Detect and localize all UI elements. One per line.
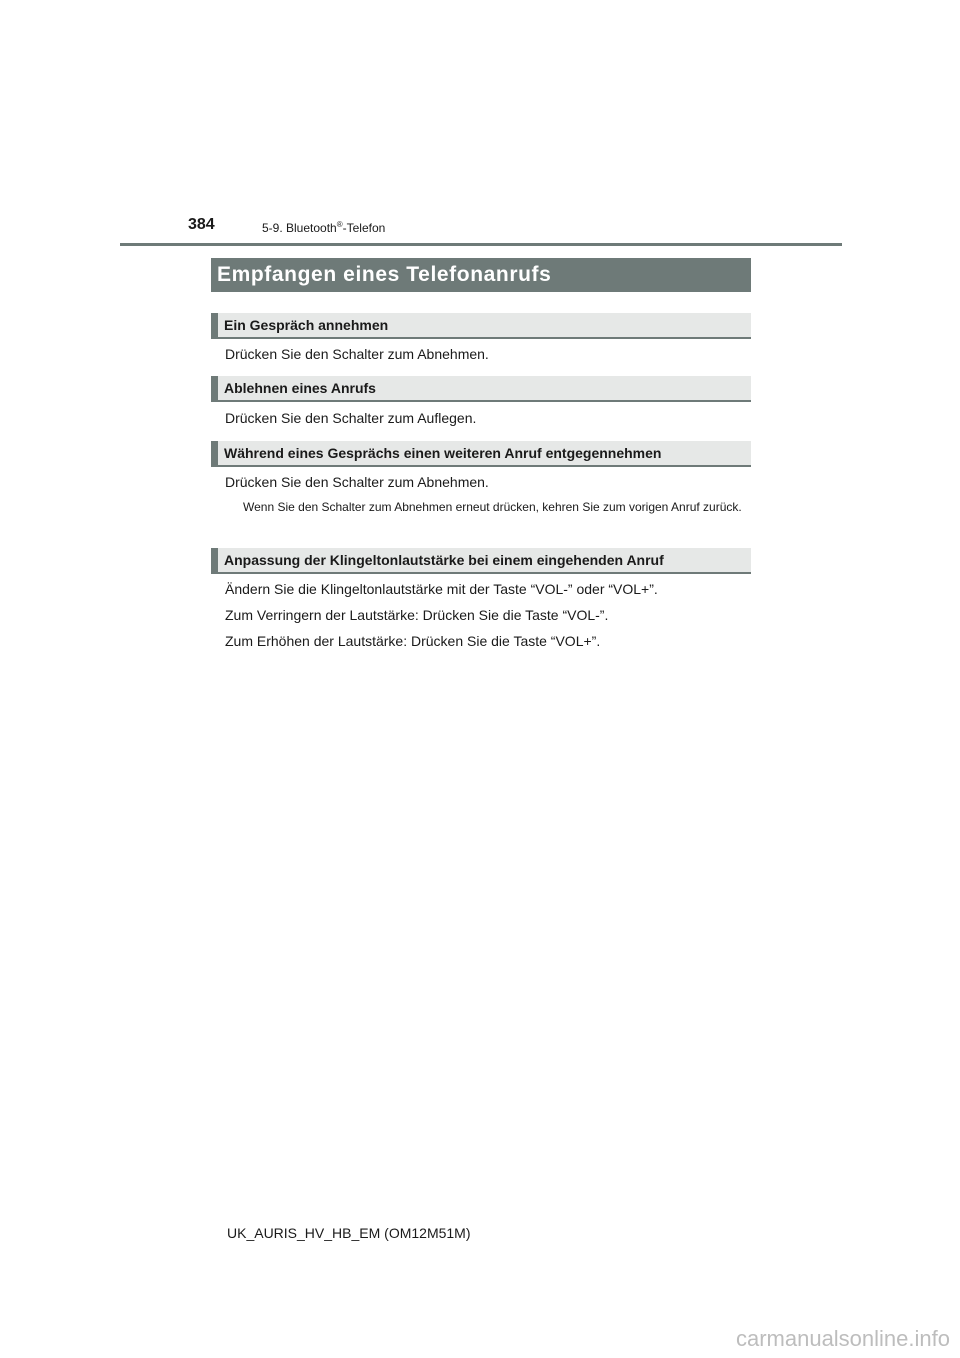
running-head-prefix: 5-9. Bluetooth: [262, 221, 337, 235]
running-head: [262, 220, 385, 235]
note-text: Wenn Sie den Schalter zum Abnehmen erneut drücken, kehren Sie zum vorigen Anruf zurück.: [243, 500, 742, 514]
header-rule: [120, 243, 842, 246]
body-text-second-call: Drücken Sie den Schalter zum Abnehmen.: [225, 474, 489, 490]
body-text-volume-change: Ändern Sie die Klingeltonlautstärke mit der Taste “VOL-” oder “VOL+”.: [225, 581, 658, 597]
subheading-ringtone-volume: [211, 548, 751, 574]
title-bar: [211, 258, 751, 292]
subheading-text: Ablehnen eines Anrufs: [224, 380, 376, 396]
body-text-volume-up: Zum Erhöhen der Lautstärke: Drücken Sie die Taste “VOL+”.: [225, 633, 601, 649]
subheading-answer-call: [211, 313, 751, 339]
subheading-second-call: [211, 441, 751, 467]
page-title: Empfangen eines Telefonanrufs: [217, 263, 552, 286]
subheading-text: Ein Gespräch annehmen: [224, 317, 389, 333]
body-text-volume-down: Zum Verringern der Lautstärke: Drücken Sie die Taste “VOL-”.: [225, 607, 609, 623]
watermark: carmanualsonline.info: [735, 1326, 950, 1351]
body-text-answer: Drücken Sie den Schalter zum Abnehmen.: [225, 346, 489, 362]
registered-mark: ®: [336, 220, 343, 229]
page-number: 384: [188, 216, 215, 233]
footer-doc-id: UK_AURIS_HV_HB_EM (OM12M51M): [227, 1225, 471, 1241]
body-text-reject: Drücken Sie den Schalter zum Auflegen.: [225, 410, 477, 426]
subheading-reject-call: [211, 376, 751, 402]
subheading-text: Anpassung der Klingeltonlautstärke bei einem eingehenden Anruf: [224, 552, 664, 568]
running-head-suffix: -Telefon: [342, 221, 386, 235]
subheading-text: Während eines Gesprächs einen weiteren Anruf entgegennehmen: [224, 445, 662, 461]
